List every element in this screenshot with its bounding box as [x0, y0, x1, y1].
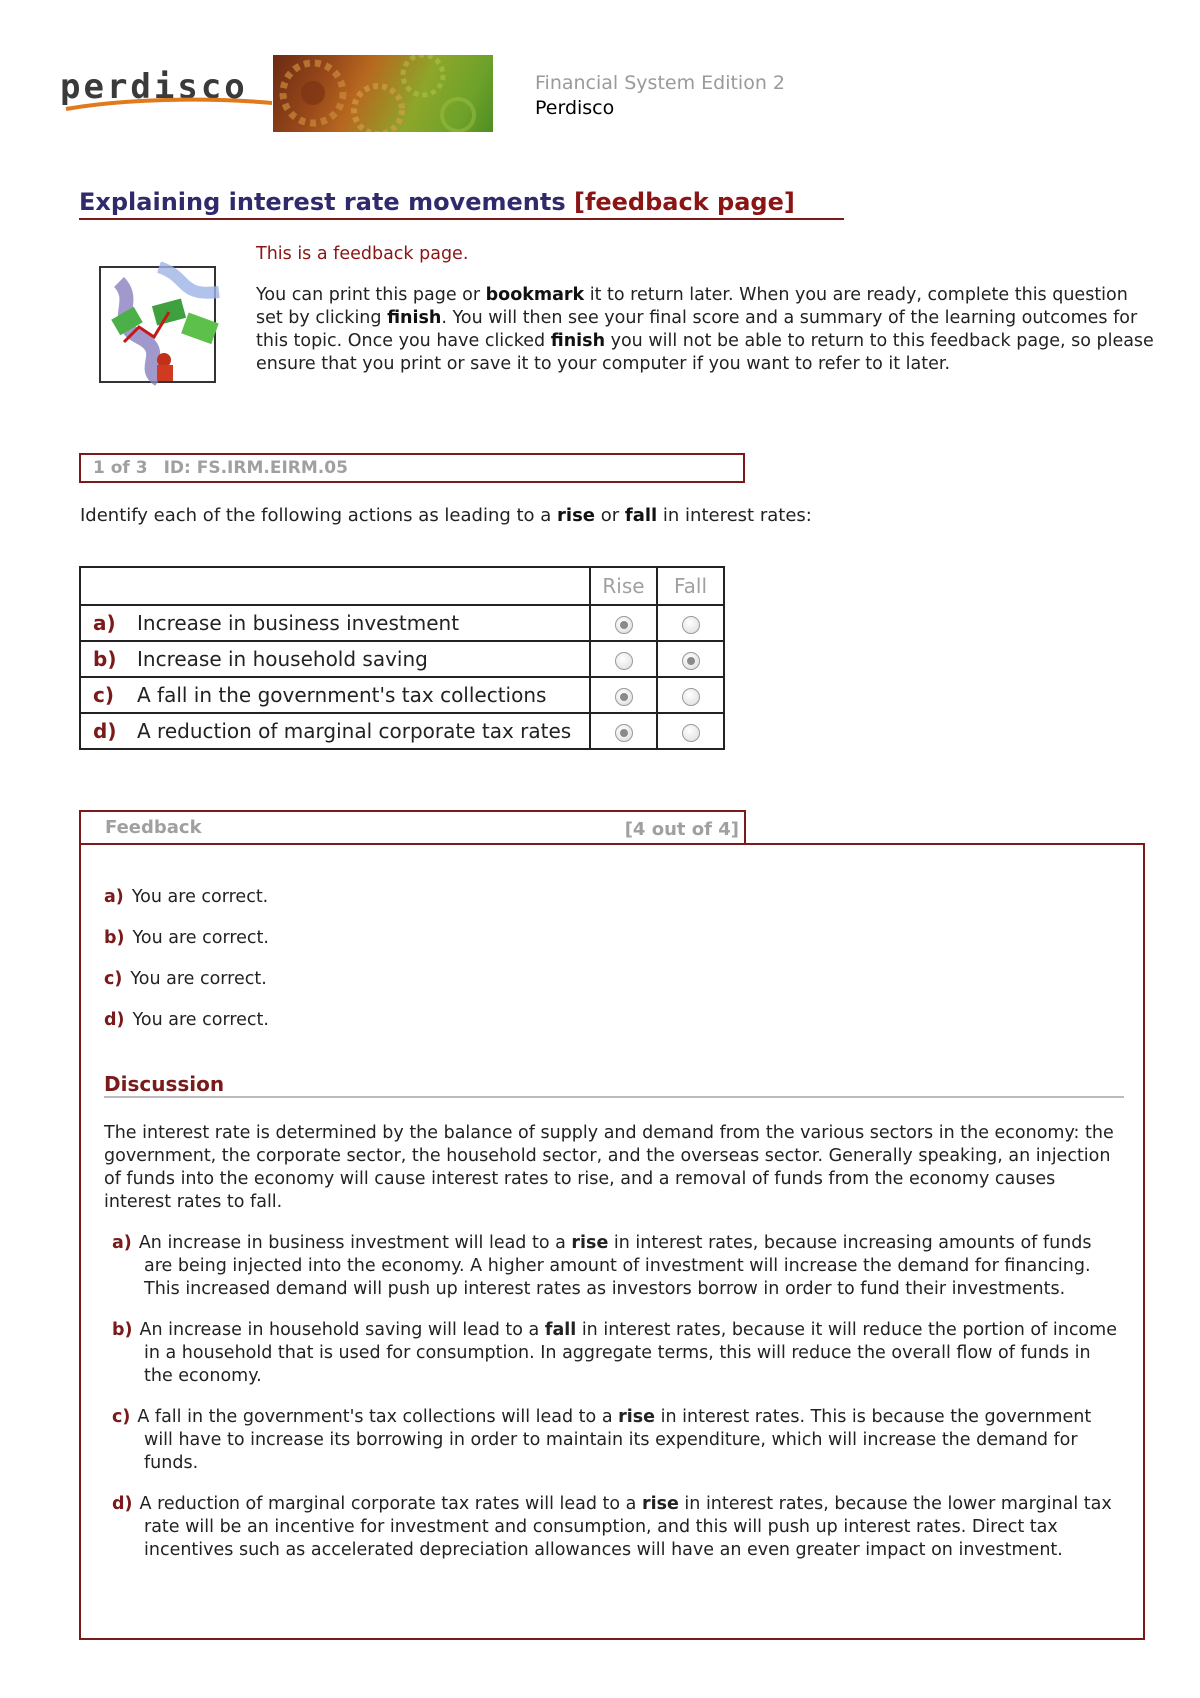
radio-fall-c[interactable] [682, 688, 700, 706]
fall-cell [657, 605, 724, 641]
radio-fall-d[interactable] [682, 724, 700, 742]
radio-rise-a[interactable] [615, 616, 633, 634]
intro-text-2: it to return later. When you are ready, complete this question set by clicking [256, 285, 1128, 328]
radio-fall-b[interactable] [682, 652, 700, 670]
row-key: d) [93, 719, 117, 743]
item-key: a) [112, 1233, 132, 1253]
list-item [104, 1010, 269, 1051]
prompt-text-2: or [595, 505, 625, 526]
feedback-results [104, 887, 269, 1051]
answer-table-header [80, 567, 724, 605]
rise-cell [590, 641, 657, 677]
page-title-tag: [feedback page] [573, 188, 795, 216]
item-text: A reduction of marginal corporate tax rates will lead to a [139, 1494, 642, 1514]
fall-cell [657, 677, 724, 713]
edition-title: Financial System Edition 2 [535, 72, 785, 94]
radio-fall-a[interactable] [682, 616, 700, 634]
discussion-heading: Discussion [104, 1072, 1124, 1098]
header-empty-cell [80, 567, 590, 605]
row-label-cell [80, 713, 590, 749]
intro-text-1: You can print this page or [256, 285, 486, 305]
item-key: c) [112, 1407, 131, 1427]
question-progress: 1 of 3 [93, 458, 148, 478]
item-bold: rise [641, 1494, 679, 1514]
perdisco-logo: perdisco [60, 67, 248, 107]
result-key: b) [104, 928, 125, 948]
feedback-score: [4 out of 4] [624, 819, 739, 840]
publisher-name: Perdisco [535, 97, 615, 119]
feedback-note: This is a feedback page. [256, 244, 469, 264]
list-item [108, 1406, 1118, 1475]
row-label: A reduction of marginal corporate tax rates [137, 719, 572, 743]
item-text: in interest rates. This is because the government will have to increase its borrowing in order to maintain its expenditure, which will increase the demand for funds. [144, 1407, 1092, 1473]
header-gears-image [273, 55, 493, 132]
list-item [104, 928, 269, 969]
item-key: b) [112, 1320, 133, 1340]
question-id: ID: FS.IRM.EIRM.05 [163, 458, 348, 478]
item-text: in interest rates, because it will reduce the portion of income in a household that is used for consumption. In aggregate terms, this will reduce the overall flow of funds in the economy. [144, 1320, 1117, 1386]
column-header-fall: Fall [657, 567, 724, 605]
result-text: You are correct. [131, 887, 269, 907]
intro-text-4: you will not be able to return to this feedback page, so please ensure that you print or save it to your computer if you want to refer to it later. [256, 331, 1154, 374]
feedback-label: Feedback [105, 817, 202, 838]
column-header-rise: Rise [590, 567, 657, 605]
item-bold: fall [544, 1320, 577, 1340]
table-row [80, 677, 724, 713]
page-title [79, 188, 844, 220]
edition-info [535, 71, 785, 121]
answer-table [79, 566, 725, 750]
discussion-intro: The interest rate is determined by the balance of supply and demand from the various sectors in the economy: the government, the corporate sector, the household sector, and the overseas sector. Generally speaking, an injection of funds into the economy will cause interest rates to rise, and a removal of funds from the economy causes interest rates to fall. [104, 1123, 1114, 1212]
gears-icon [273, 55, 493, 132]
question-id-bar [79, 453, 745, 483]
row-label-cell [80, 641, 590, 677]
table-row [80, 605, 724, 641]
list-item [108, 1319, 1118, 1388]
intro-finish-1: finish [387, 308, 442, 328]
discussion-list [108, 1232, 1118, 1580]
prompt-text-1: Identify each of the following actions as leading to a [80, 505, 558, 526]
result-text: You are correct. [132, 928, 269, 948]
result-key: a) [104, 887, 124, 907]
page-title-main: Explaining interest rate movements [79, 188, 566, 216]
finance-clipart-icon [99, 262, 234, 386]
row-label: Increase in household saving [137, 647, 428, 671]
intro-bookmark: bookmark [485, 285, 585, 305]
feedback-tab [79, 810, 746, 843]
intro-paragraph [256, 284, 1156, 376]
logo-swoosh-icon [64, 95, 274, 113]
item-text: in interest rates, because the lower marginal tax rate will be an incentive for investment and consumption, and this will push up interest rates. Direct tax incentives such as accelerated depreciation allowances will have an even greater impact on investment. [144, 1494, 1112, 1560]
item-key: d) [112, 1494, 133, 1514]
feedback-panel [79, 843, 1145, 1640]
radio-rise-d[interactable] [615, 724, 633, 742]
row-key: b) [93, 647, 117, 671]
table-row [80, 713, 724, 749]
row-label: A fall in the government's tax collections [137, 683, 547, 707]
radio-rise-b[interactable] [615, 652, 633, 670]
item-bold: rise [618, 1407, 656, 1427]
list-item [108, 1493, 1118, 1562]
item-text: A fall in the government's tax collections will lead to a [137, 1407, 619, 1427]
item-text: An increase in household saving will lead to a [139, 1320, 545, 1340]
row-key: a) [93, 611, 116, 635]
prompt-text-3: in interest rates: [657, 505, 812, 526]
row-key: c) [93, 683, 114, 707]
intro-text-3: . You will then see your final score and a summary of the learning outcomes for this topic. Once you have clicked [256, 308, 1138, 351]
question-prompt [80, 505, 812, 526]
radio-rise-c[interactable] [615, 688, 633, 706]
list-item [104, 969, 269, 1010]
intro-text [256, 243, 1156, 376]
item-text: An increase in business investment will lead to a [138, 1233, 572, 1253]
result-key: c) [104, 969, 123, 989]
rise-cell [590, 605, 657, 641]
result-text: You are correct. [130, 969, 267, 989]
result-text: You are correct. [132, 1010, 269, 1030]
list-item [104, 887, 269, 928]
row-label-cell [80, 677, 590, 713]
prompt-rise: rise [557, 505, 596, 526]
result-key: d) [104, 1010, 125, 1030]
rise-cell [590, 677, 657, 713]
row-label-cell [80, 605, 590, 641]
fall-cell [657, 713, 724, 749]
item-text: in interest rates, because increasing amounts of funds are being injected into the economy. A higher amount of investment will increase the demand for financing. This increased demand will push up interest rates as investors borrow in order to fund their investments. [144, 1233, 1092, 1299]
row-label: Increase in business investment [137, 611, 460, 635]
item-bold: rise [571, 1233, 609, 1253]
prompt-fall: fall [624, 505, 658, 526]
intro-finish-2: finish [550, 331, 606, 351]
rise-cell [590, 713, 657, 749]
table-row [80, 641, 724, 677]
fall-cell [657, 641, 724, 677]
list-item [108, 1232, 1118, 1301]
page-header [60, 55, 860, 135]
